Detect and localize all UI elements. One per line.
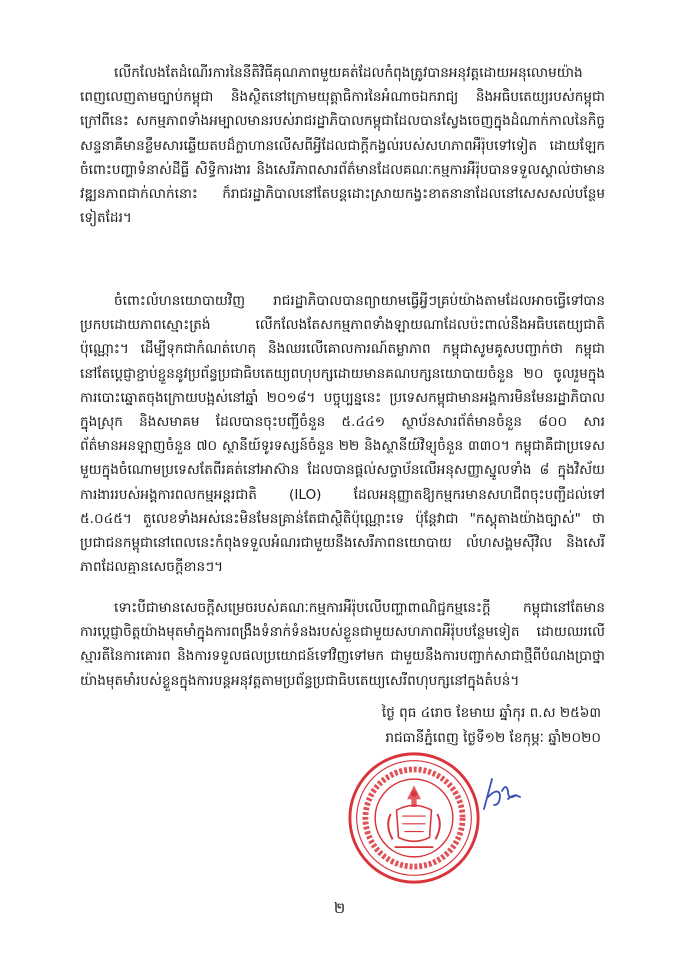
signature-icon <box>478 775 524 815</box>
solar-date-line: រាជធានីភ្នំពេញ ថ្ងៃទី១២ ខែកុម្ភៈ ឆ្នាំ២០២០ <box>385 730 601 746</box>
page-number: ២ <box>333 899 346 917</box>
lunar-date-line: ថ្ងៃ ពុធ ៤រោច ខែមាឃ ឆ្នាំកុរ ព.ស ២៥៦៣ <box>381 705 601 721</box>
body-paragraph-1: លើកលែងតែដំណើរការនៃនីតិវិធីគុណភាពមួយគត់ដែលកំពុងត្រូវបានអនុវត្តដោយអនុលោមយ៉ាងពេញលេញតាមច្បាប់កម្ពុជា និងស្ថិតនៅក្រោមយុត្តាធិការនៃអំណាចឯករាជ្យ និងអធិបតេយ្យរបស់កម្ពុជា ក្រៅពីនេះ សកម្មភាពទាំងអម្បាលមានរបស់រាជរដ្ឋាភិបាលកម្ពុជាដែលបានស្វែងចេញក្នុងដំណាក់កាលនៃកិច្ចសន្ទនាគឺមានខ្លឹមសារឆ្លើយតបដ៏ក្លាហានលើសពីអ្វីដែលជាក្តីកង្វល់របស់សហភាពអឺរ៉ុបទៅទៀត ដោយឡែកចំពោះបញ្ហាទំនាស់ដីធ្លី សិទ្ធិការងារ និងសេរីភាពសារព័ត៌មានដែលគណៈកម្មការអឺរ៉ុបបានទទួលស្គាល់ថាមានវឌ្ឍនភាពជាក់លាក់នោះ ក៏រាជរដ្ឋាភិបាលនៅតែបន្តដោះស្រាយកង្វះខាតនានាដែលនៅសេសសល់បន្ថែមទៀតដែរ។ <box>80 65 605 227</box>
ministry-seal-icon <box>345 750 483 886</box>
body-paragraph-2: ចំពោះលំហនយោបាយវិញ រាជរដ្ឋាភិបាលបានព្យាយាមធ្វើអ្វីៗគ្រប់យ៉ាងតាមដែលអាចធ្វើទៅបានប្រកបដោយភាពស្មោះត្រង់ លើកលែងតែសកម្មភាពទាំងឡាយណាដែលប៉ះពាល់នឹងអធិបតេយ្យជាតិប៉ុណ្ណោះ។ ដើម្បីទុកជាកំណត់ហេតុ និងឈរលើគោលការណ៍តម្លាភាព កម្ពុជាសូមគូសបញ្ជាក់ថា កម្ពុជានៅតែប្តេជ្ញាខ្ជាប់ខ្ជួននូវប្រព័ន្ធប្រជាធិបតេយ្យពហុបក្សដោយមានគណបក្សនយោបាយចំនួន ២០ ចូលរួមក្នុងការបោះឆ្នោតចុងក្រោយបង្អស់នៅឆ្នាំ ២០១៨។ បច្ចុប្បន្ននេះ ប្រទេសកម្ពុជាមានអង្គការមិនមែនរដ្ឋាភិបាលក្នុងស្រុក និងសមាគម ដែលបានចុះបញ្ជីចំនួន ៥.៤៤១ ស្ថាប័នសារព័ត៌មានចំនួន ៨០០ សារព័ត៌មានអនឡាញចំនួន ៧០ ស្ថានីយ៍ទូរទស្សន៍ចំនួន ២២ និងស្ថានីយ៍វិទ្យុចំនួន ៣៣០។ កម្ពុជាគឺជាប្រទេសមួយក្នុងចំណោមប្រទេសតែពីរគត់នៅអាស៊ាន ដែលបានផ្តល់សច្ចាប័នលើអនុសញ្ញាស្នូលទាំង ៨ ក្នុងវិស័យការងាររបស់អង្គការពលកម្មអន្តរជាតិ (ILO) ដែលអនុញ្ញាតឱ្យកម្មករមានសហជីពចុះបញ្ជីដល់ទៅ ៥.០៤៥។ តួលេខទាំងអស់នេះមិនមែនគ្រាន់តែជាស្ថិតិប៉ុណ្ណោះទេ ប៉ុន្តែវាជា "កស្តុតាងយ៉ាងច្បាស់" ថា ប្រជាជនកម្ពុជានៅពេលនេះកំពុងទទួលអំណរជាមួយនឹងសេរីភាពនយោបាយ លំហសង្គមស៊ីវិល និងសេរីភាពដែលគ្មានសេចក្តីខានៗ។ <box>80 293 605 576</box>
body-paragraph-3: ទោះបីជាមានសេចក្តីសម្រេចរបស់គណៈកម្មការអឺរ៉ុបលើបញ្ហាពាណិជ្ជកម្មនេះក្តី កម្ពុជានៅតែមានការប្តេជ្ញាចិត្តយ៉ាងមុតមាំក្នុងការពង្រឹងទំនាក់ទំនងរបស់ខ្លួនជាមួយសហភាពអឺរ៉ុបបន្ថែមទៀត ដោយឈរលើស្មារតីនៃការគោរព និងការទទួលផលប្រយោជន៍ទៅវិញទៅមក ជាមួយនឹងការបញ្ជាក់សាជាថ្មីពីបំណងប្រាថ្នាយ៉ាងមុតមាំរបស់ខ្លួនក្នុងការបន្តអនុវត្តតាមប្រព័ន្ធប្រជាធិបតេយ្យសេរីពហុបក្សនៅក្នុងតំបន់។ <box>80 600 605 689</box>
